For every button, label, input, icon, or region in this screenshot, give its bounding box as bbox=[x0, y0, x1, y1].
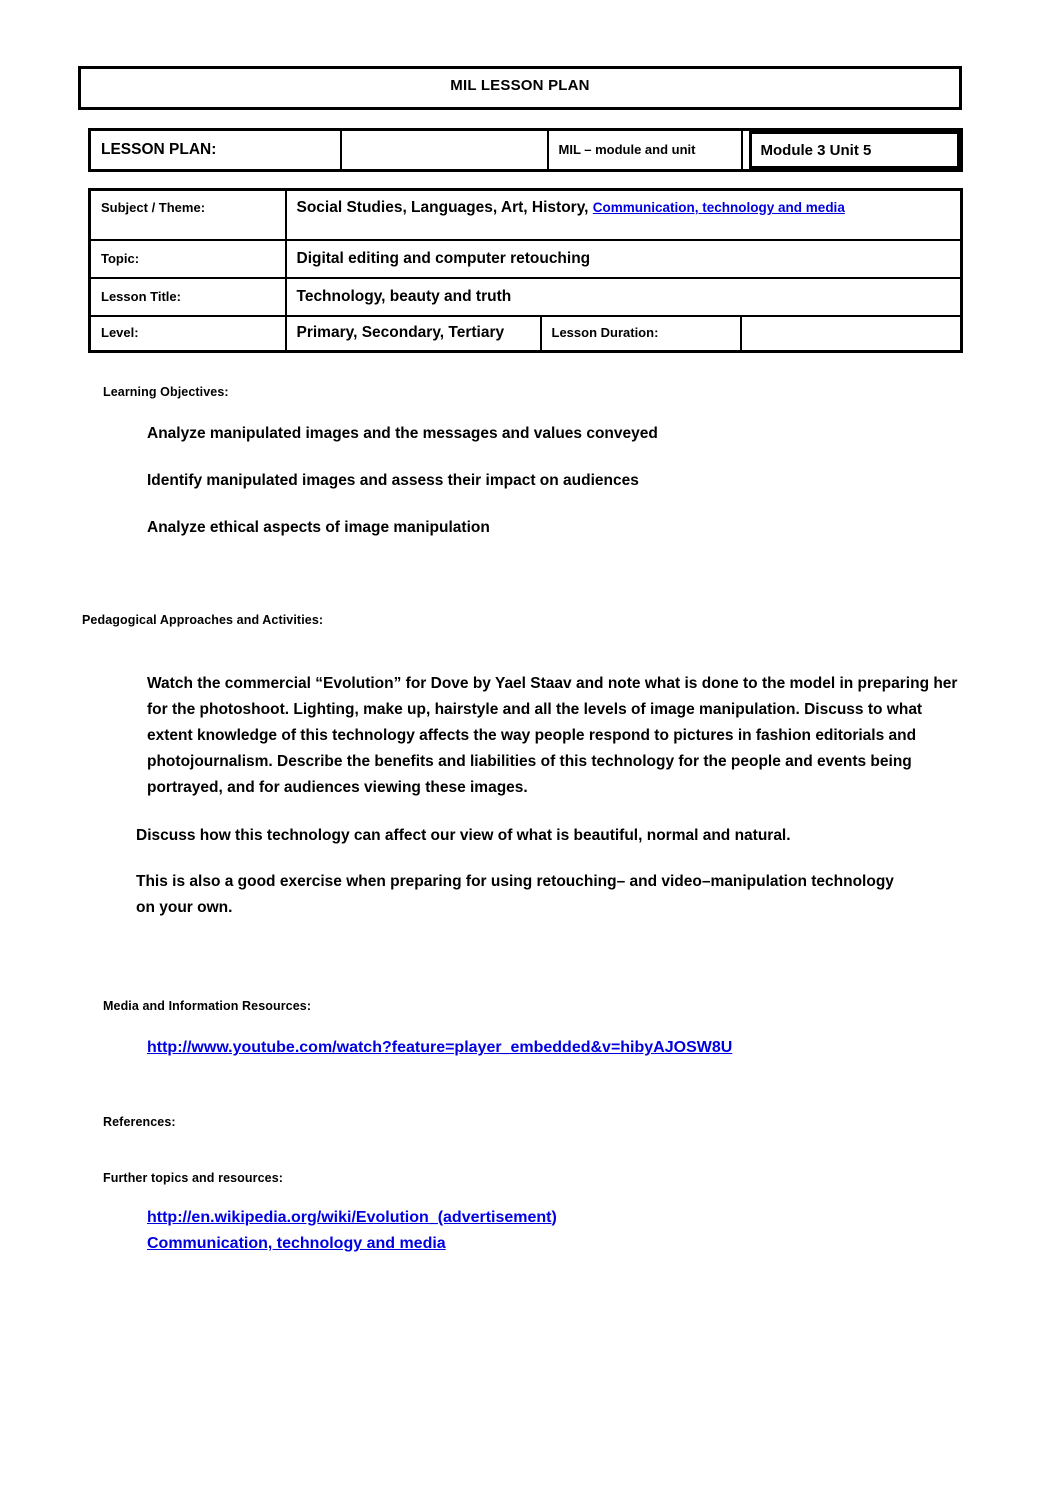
topic-label: Topic: bbox=[101, 250, 140, 266]
subject-label-cell bbox=[90, 190, 286, 240]
lesson-plan-info-table bbox=[88, 128, 963, 172]
mil-module-label: MIL – module and unit bbox=[558, 142, 696, 157]
media-resources-heading: Media and Information Resources: bbox=[103, 999, 312, 1013]
lesson-plan-value-cell bbox=[341, 130, 548, 171]
module-unit-cell bbox=[742, 130, 962, 171]
table-row bbox=[90, 240, 962, 278]
mil-module-label-cell bbox=[548, 130, 742, 171]
learning-objectives-heading: Learning Objectives: bbox=[103, 385, 229, 399]
pedagogical-paragraph-watch: Watch the commercial “Evolution” for Dove by Yael Staav and note what is done to the model in preparing her for the photoshoot. Lighting, make up, hairstyle and all the levels of image manipulation. Discuss to what extent knowledge of this technology affects the way people respond to pictures in fashion editorials and photojournalism. Describe the benefits and liabilities of this technology for the people and events being portrayed, and for audiences viewing these images. bbox=[147, 675, 958, 796]
duration-label: Lesson Duration: bbox=[551, 325, 659, 341]
lesson-details-table bbox=[88, 188, 963, 353]
module-unit-value: Module 3 Unit 5 bbox=[760, 141, 872, 159]
communication-technology-media-link[interactable]: Communication, technology and media bbox=[592, 200, 845, 215]
topic-value-cell bbox=[286, 240, 962, 278]
duration-label-cell bbox=[541, 316, 741, 352]
level-value: Primary, Secondary, Tertiary bbox=[296, 324, 505, 342]
table-row bbox=[90, 278, 962, 316]
lesson-plan-label-cell bbox=[90, 130, 341, 171]
communication-technology-media-bottom-link[interactable]: Communication, technology and media bbox=[147, 1235, 446, 1252]
topic-label-cell bbox=[90, 240, 286, 278]
document-title: MIL LESSON PLAN bbox=[450, 77, 590, 94]
youtube-video-link[interactable]: http://www.youtube.com/watch?feature=player_embedded&v=hibyAJOSW8U bbox=[147, 1039, 733, 1056]
level-label: Level: bbox=[101, 325, 139, 341]
topic-value: Digital editing and computer retouching bbox=[296, 249, 591, 267]
lesson-title-value-cell bbox=[286, 278, 962, 316]
references-heading: References: bbox=[103, 1115, 176, 1129]
further-topics-heading: Further topics and resources: bbox=[103, 1171, 284, 1185]
pedagogical-paragraph-also: This is also a good exercise when preparing for using retouching– and video–manipulation technology on your own. bbox=[136, 873, 894, 916]
lesson-title-label: Lesson Title: bbox=[101, 288, 181, 304]
learning-objective-item: Identify manipulated images and assess their impact on audiences bbox=[147, 472, 639, 489]
lesson-title-label-cell bbox=[90, 278, 286, 316]
table-row bbox=[90, 316, 962, 352]
lesson-plan-label: LESSON PLAN: bbox=[101, 141, 217, 158]
document-title-box bbox=[78, 66, 962, 110]
wiki-link-suffix: ) bbox=[551, 1209, 557, 1226]
further-topics-links bbox=[147, 1205, 1058, 1257]
learning-objectives-list bbox=[147, 421, 962, 541]
lesson-title-value: Technology, beauty and truth bbox=[296, 287, 512, 305]
pedagogical-heading: Pedagogical Approaches and Activities: bbox=[82, 613, 324, 627]
table-row bbox=[90, 190, 962, 240]
table-row bbox=[90, 130, 962, 171]
level-value-cell bbox=[286, 316, 541, 352]
media-resources-links bbox=[147, 1039, 1058, 1057]
duration-value-cell bbox=[741, 316, 962, 352]
communication-link-line bbox=[147, 1231, 1058, 1257]
subject-value-cell bbox=[286, 190, 962, 240]
subject-value: Social Studies, Languages, Art, History, bbox=[296, 199, 593, 216]
wikipedia-evolution-link[interactable]: http://en.wikipedia.org/wiki/Evolution_(advertisement bbox=[147, 1209, 552, 1226]
learning-objective-item: Analyze ethical aspects of image manipulation bbox=[147, 519, 490, 536]
module-unit-box bbox=[749, 131, 961, 169]
level-label-cell bbox=[90, 316, 286, 352]
wiki-link-line bbox=[147, 1205, 1058, 1231]
learning-objective-item: Analyze manipulated images and the messages and values conveyed bbox=[147, 425, 658, 442]
pedagogical-paragraph-discuss: Discuss how this technology can affect our view of what is beautiful, normal and natural. bbox=[136, 827, 791, 844]
subject-label: Subject / Theme: bbox=[101, 200, 206, 215]
